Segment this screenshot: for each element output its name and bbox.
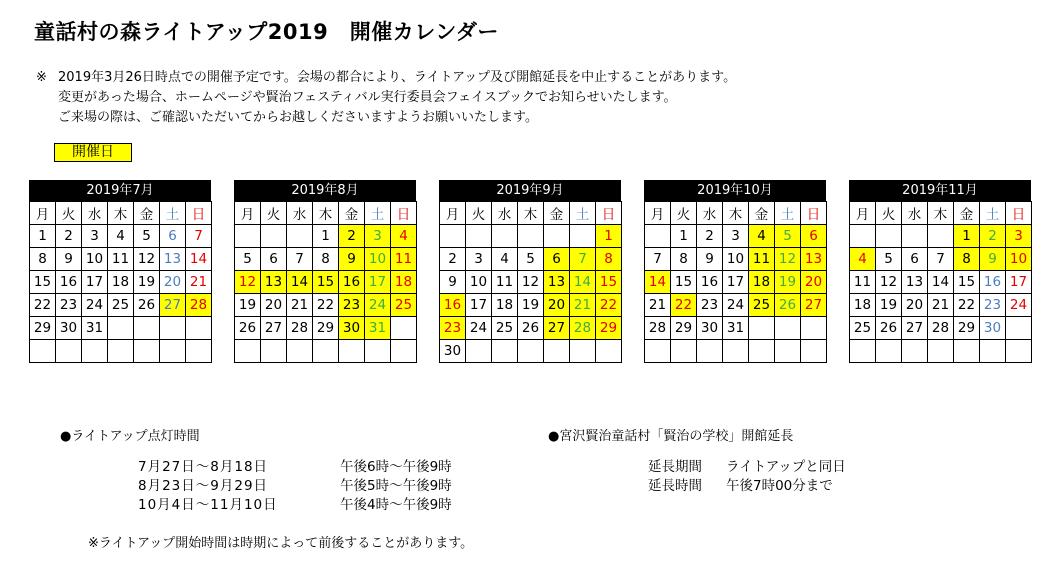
day-cell: 12 <box>134 248 160 271</box>
weekday-header: 月 <box>440 202 466 225</box>
day-cell: 20 <box>160 271 186 294</box>
day-cell: 19 <box>518 294 544 317</box>
empty-cell <box>261 340 287 363</box>
day-cell: 27 <box>160 294 186 317</box>
day-cell: 25 <box>108 294 134 317</box>
extension-label: 延長時間 <box>648 478 702 494</box>
empty-cell <box>440 225 466 248</box>
day-cell: 27 <box>544 317 570 340</box>
day-cell: 12 <box>876 271 902 294</box>
day-cell: 31 <box>723 317 749 340</box>
empty-cell <box>775 317 801 340</box>
day-cell: 17 <box>723 271 749 294</box>
weekday-header: 木 <box>723 202 749 225</box>
empty-cell <box>518 225 544 248</box>
weekday-header: 日 <box>186 202 212 225</box>
weekday-header: 月 <box>30 202 56 225</box>
day-cell: 9 <box>56 248 82 271</box>
empty-cell <box>518 340 544 363</box>
weekday-header: 水 <box>492 202 518 225</box>
month-calendar <box>849 180 1031 363</box>
notice-line-2: 変更があった場合、ホームページや賢治フェスティバル実行委員会フェイスブックでお知らせいたします。 <box>58 90 677 105</box>
weekday-header: 土 <box>160 202 186 225</box>
empty-cell <box>749 317 775 340</box>
day-cell: 15 <box>671 271 697 294</box>
day-cell: 11 <box>749 248 775 271</box>
day-cell: 5 <box>876 248 902 271</box>
day-cell: 22 <box>596 294 622 317</box>
day-cell: 23 <box>440 317 466 340</box>
empty-cell <box>108 340 134 363</box>
day-cell: 27 <box>801 294 827 317</box>
day-cell: 17 <box>466 294 492 317</box>
day-cell: 9 <box>980 248 1006 271</box>
weekday-header: 日 <box>1006 202 1032 225</box>
empty-cell <box>544 225 570 248</box>
extension-details <box>648 458 846 496</box>
day-cell: 25 <box>391 294 417 317</box>
weekday-header: 火 <box>56 202 82 225</box>
empty-cell <box>596 340 622 363</box>
empty-cell <box>313 340 339 363</box>
day-cell: 12 <box>518 271 544 294</box>
page-title: 童話村の森ライトアップ2019 開催カレンダー <box>34 20 499 44</box>
day-cell: 28 <box>186 294 212 317</box>
notice-block <box>36 68 736 128</box>
day-cell: 1 <box>30 225 56 248</box>
empty-cell <box>723 340 749 363</box>
weekday-header: 土 <box>365 202 391 225</box>
empty-cell <box>186 317 212 340</box>
empty-cell <box>391 340 417 363</box>
month-grid <box>439 201 622 363</box>
day-cell: 3 <box>466 248 492 271</box>
day-cell: 4 <box>492 248 518 271</box>
day-cell: 2 <box>339 225 365 248</box>
empty-cell <box>671 340 697 363</box>
day-cell: 26 <box>775 294 801 317</box>
notice-line-1: 2019年3月26日時点での開催予定です。会場の都合により、ライトアップ及び開館延長を中止することがあります。 <box>58 70 737 85</box>
day-cell: 20 <box>261 294 287 317</box>
day-cell: 5 <box>518 248 544 271</box>
day-cell: 24 <box>466 317 492 340</box>
day-cell: 24 <box>1006 294 1032 317</box>
extension-row <box>648 458 846 477</box>
weekday-header: 土 <box>775 202 801 225</box>
empty-cell <box>82 340 108 363</box>
day-cell: 24 <box>365 294 391 317</box>
empty-cell <box>980 340 1006 363</box>
month-calendar <box>234 180 416 363</box>
day-cell: 11 <box>492 271 518 294</box>
extension-value: 午後7時00分まで <box>726 478 833 494</box>
day-cell: 6 <box>902 248 928 271</box>
day-cell: 7 <box>928 248 954 271</box>
day-cell: 19 <box>134 271 160 294</box>
day-cell: 22 <box>30 294 56 317</box>
weekday-header: 日 <box>596 202 622 225</box>
day-cell: 27 <box>261 317 287 340</box>
day-cell: 21 <box>928 294 954 317</box>
weekday-header: 日 <box>391 202 417 225</box>
day-cell: 18 <box>850 294 876 317</box>
day-cell: 28 <box>570 317 596 340</box>
month-title: 2019年9月 <box>439 180 621 201</box>
empty-cell <box>466 225 492 248</box>
day-cell: 31 <box>365 317 391 340</box>
weekday-header: 金 <box>544 202 570 225</box>
weekday-header: 火 <box>876 202 902 225</box>
day-cell: 18 <box>749 271 775 294</box>
day-cell: 16 <box>440 294 466 317</box>
empty-cell <box>186 340 212 363</box>
weekday-header: 木 <box>108 202 134 225</box>
month-title: 2019年7月 <box>29 180 211 201</box>
day-cell: 29 <box>313 317 339 340</box>
day-cell: 13 <box>261 271 287 294</box>
weekday-header: 土 <box>570 202 596 225</box>
day-cell: 19 <box>235 294 261 317</box>
day-cell: 10 <box>1006 248 1032 271</box>
day-cell: 21 <box>570 294 596 317</box>
day-cell: 11 <box>850 271 876 294</box>
day-cell: 3 <box>1006 225 1032 248</box>
lightup-time: 午後4時～午後9時 <box>340 497 452 513</box>
day-cell: 8 <box>30 248 56 271</box>
empty-cell <box>928 225 954 248</box>
day-cell: 4 <box>850 248 876 271</box>
empty-cell <box>235 225 261 248</box>
lightup-row <box>138 458 452 477</box>
day-cell: 23 <box>697 294 723 317</box>
day-cell: 20 <box>544 294 570 317</box>
month-calendar <box>29 180 211 363</box>
month-grid <box>849 201 1032 363</box>
day-cell: 26 <box>876 317 902 340</box>
day-cell: 14 <box>287 271 313 294</box>
day-cell: 30 <box>697 317 723 340</box>
empty-cell <box>928 340 954 363</box>
day-cell: 30 <box>56 317 82 340</box>
empty-cell <box>365 340 391 363</box>
empty-cell <box>56 340 82 363</box>
day-cell: 8 <box>313 248 339 271</box>
empty-cell <box>876 340 902 363</box>
empty-cell <box>902 225 928 248</box>
day-cell: 11 <box>391 248 417 271</box>
day-cell: 25 <box>749 294 775 317</box>
empty-cell <box>902 340 928 363</box>
day-cell: 29 <box>30 317 56 340</box>
day-cell: 15 <box>596 271 622 294</box>
day-cell: 14 <box>928 271 954 294</box>
day-cell: 16 <box>56 271 82 294</box>
weekday-header: 土 <box>980 202 1006 225</box>
weekday-header: 金 <box>749 202 775 225</box>
day-cell: 11 <box>108 248 134 271</box>
empty-cell <box>108 317 134 340</box>
day-cell: 1 <box>596 225 622 248</box>
day-cell: 16 <box>980 271 1006 294</box>
notice-line-3: ご来場の際は、ご確認いただいてからお越しくださいますようお願いいたします。 <box>58 110 538 125</box>
day-cell: 25 <box>850 317 876 340</box>
month-title: 2019年11月 <box>849 180 1031 201</box>
extension-label: 延長期間 <box>648 459 702 475</box>
empty-cell <box>876 225 902 248</box>
day-cell: 26 <box>518 317 544 340</box>
empty-cell <box>30 340 56 363</box>
day-cell: 21 <box>186 271 212 294</box>
weekday-header: 日 <box>801 202 827 225</box>
empty-cell <box>697 340 723 363</box>
empty-cell <box>570 340 596 363</box>
day-cell: 30 <box>440 340 466 363</box>
lightup-heading: ●ライトアップ点灯時間 <box>60 429 200 444</box>
day-cell: 17 <box>1006 271 1032 294</box>
day-cell: 9 <box>697 248 723 271</box>
day-cell: 17 <box>365 271 391 294</box>
day-cell: 21 <box>287 294 313 317</box>
day-cell: 4 <box>749 225 775 248</box>
empty-cell <box>466 340 492 363</box>
day-cell: 6 <box>544 248 570 271</box>
day-cell: 28 <box>928 317 954 340</box>
day-cell: 27 <box>902 317 928 340</box>
day-cell: 22 <box>671 294 697 317</box>
day-cell: 5 <box>235 248 261 271</box>
empty-cell <box>492 340 518 363</box>
day-cell: 30 <box>339 317 365 340</box>
day-cell: 2 <box>56 225 82 248</box>
day-cell: 14 <box>186 248 212 271</box>
day-cell: 18 <box>492 294 518 317</box>
day-cell: 28 <box>645 317 671 340</box>
empty-cell <box>775 340 801 363</box>
day-cell: 1 <box>671 225 697 248</box>
month-grid <box>29 201 212 363</box>
month-calendar <box>439 180 621 363</box>
day-cell: 14 <box>645 271 671 294</box>
weekday-header: 水 <box>697 202 723 225</box>
empty-cell <box>134 340 160 363</box>
day-cell: 6 <box>261 248 287 271</box>
weekday-header: 金 <box>954 202 980 225</box>
lightup-range: 10月4日～11月10日 <box>138 497 278 513</box>
day-cell: 9 <box>440 271 466 294</box>
day-cell: 3 <box>723 225 749 248</box>
weekday-header: 月 <box>850 202 876 225</box>
lightup-range: 8月23日～9月29日 <box>138 478 269 494</box>
day-cell: 13 <box>160 248 186 271</box>
day-cell: 5 <box>134 225 160 248</box>
weekday-header: 木 <box>518 202 544 225</box>
empty-cell <box>801 317 827 340</box>
day-cell: 22 <box>313 294 339 317</box>
day-cell: 7 <box>570 248 596 271</box>
day-cell: 4 <box>391 225 417 248</box>
day-cell: 4 <box>108 225 134 248</box>
empty-cell <box>235 340 261 363</box>
empty-cell <box>492 225 518 248</box>
day-cell: 23 <box>980 294 1006 317</box>
month-calendar <box>644 180 826 363</box>
empty-cell <box>1006 340 1032 363</box>
day-cell: 10 <box>466 271 492 294</box>
legend-open-day: 開催日 <box>54 143 132 162</box>
empty-cell <box>391 317 417 340</box>
weekday-header: 金 <box>339 202 365 225</box>
day-cell: 25 <box>492 317 518 340</box>
empty-cell <box>850 225 876 248</box>
weekday-header: 火 <box>261 202 287 225</box>
empty-cell <box>261 225 287 248</box>
day-cell: 1 <box>954 225 980 248</box>
empty-cell <box>749 340 775 363</box>
day-cell: 7 <box>287 248 313 271</box>
weekday-header: 火 <box>671 202 697 225</box>
day-cell: 21 <box>645 294 671 317</box>
empty-cell <box>1006 317 1032 340</box>
empty-cell <box>544 340 570 363</box>
day-cell: 14 <box>570 271 596 294</box>
weekday-header: 水 <box>902 202 928 225</box>
empty-cell <box>339 340 365 363</box>
day-cell: 9 <box>339 248 365 271</box>
day-cell: 23 <box>56 294 82 317</box>
day-cell: 5 <box>775 225 801 248</box>
weekday-header: 木 <box>313 202 339 225</box>
day-cell: 17 <box>82 271 108 294</box>
day-cell: 10 <box>82 248 108 271</box>
day-cell: 29 <box>596 317 622 340</box>
empty-cell <box>570 225 596 248</box>
lightup-time: 午後6時～午後9時 <box>340 459 452 475</box>
empty-cell <box>645 225 671 248</box>
day-cell: 10 <box>365 248 391 271</box>
day-cell: 29 <box>954 317 980 340</box>
day-cell: 8 <box>596 248 622 271</box>
empty-cell <box>160 317 186 340</box>
empty-cell <box>134 317 160 340</box>
lightup-row <box>138 496 452 515</box>
day-cell: 22 <box>954 294 980 317</box>
month-title: 2019年10月 <box>644 180 826 201</box>
empty-cell <box>160 340 186 363</box>
lightup-footnote: ※ライトアップ開始時間は時期によって前後することがあります。 <box>88 536 474 551</box>
empty-cell <box>287 340 313 363</box>
extension-row <box>648 477 846 496</box>
day-cell: 7 <box>186 225 212 248</box>
day-cell: 24 <box>723 294 749 317</box>
empty-cell <box>850 340 876 363</box>
day-cell: 29 <box>671 317 697 340</box>
day-cell: 12 <box>235 271 261 294</box>
day-cell: 23 <box>339 294 365 317</box>
day-cell: 6 <box>801 225 827 248</box>
extension-value: ライトアップと同日 <box>726 459 846 475</box>
day-cell: 6 <box>160 225 186 248</box>
day-cell: 26 <box>235 317 261 340</box>
day-cell: 15 <box>954 271 980 294</box>
month-grid <box>644 201 827 363</box>
day-cell: 13 <box>801 248 827 271</box>
day-cell: 12 <box>775 248 801 271</box>
day-cell: 1 <box>313 225 339 248</box>
day-cell: 3 <box>82 225 108 248</box>
empty-cell <box>954 340 980 363</box>
month-title: 2019年8月 <box>234 180 416 201</box>
day-cell: 8 <box>954 248 980 271</box>
day-cell: 26 <box>134 294 160 317</box>
weekday-header: 木 <box>928 202 954 225</box>
day-cell: 31 <box>82 317 108 340</box>
day-cell: 16 <box>697 271 723 294</box>
day-cell: 2 <box>697 225 723 248</box>
lightup-time: 午後5時～午後9時 <box>340 478 452 494</box>
day-cell: 19 <box>775 271 801 294</box>
day-cell: 18 <box>391 271 417 294</box>
empty-cell <box>801 340 827 363</box>
day-cell: 8 <box>671 248 697 271</box>
empty-cell <box>287 225 313 248</box>
day-cell: 10 <box>723 248 749 271</box>
weekday-header: 月 <box>235 202 261 225</box>
day-cell: 15 <box>313 271 339 294</box>
day-cell: 30 <box>980 317 1006 340</box>
weekday-header: 月 <box>645 202 671 225</box>
day-cell: 2 <box>440 248 466 271</box>
day-cell: 19 <box>876 294 902 317</box>
day-cell: 13 <box>902 271 928 294</box>
weekday-header: 水 <box>287 202 313 225</box>
weekday-header: 火 <box>466 202 492 225</box>
day-cell: 15 <box>30 271 56 294</box>
lightup-schedule <box>138 458 452 515</box>
month-grid <box>234 201 417 363</box>
empty-cell <box>645 340 671 363</box>
day-cell: 24 <box>82 294 108 317</box>
weekday-header: 金 <box>134 202 160 225</box>
extension-heading: ●宮沢賢治童話村「賢治の学校」開館延長 <box>548 429 794 444</box>
lightup-range: 7月27日～8月18日 <box>138 459 269 475</box>
day-cell: 18 <box>108 271 134 294</box>
weekday-header: 水 <box>82 202 108 225</box>
notice-mark: ※ <box>36 70 47 85</box>
day-cell: 7 <box>645 248 671 271</box>
day-cell: 2 <box>980 225 1006 248</box>
day-cell: 20 <box>801 271 827 294</box>
day-cell: 16 <box>339 271 365 294</box>
lightup-row <box>138 477 452 496</box>
day-cell: 13 <box>544 271 570 294</box>
day-cell: 28 <box>287 317 313 340</box>
day-cell: 20 <box>902 294 928 317</box>
day-cell: 3 <box>365 225 391 248</box>
